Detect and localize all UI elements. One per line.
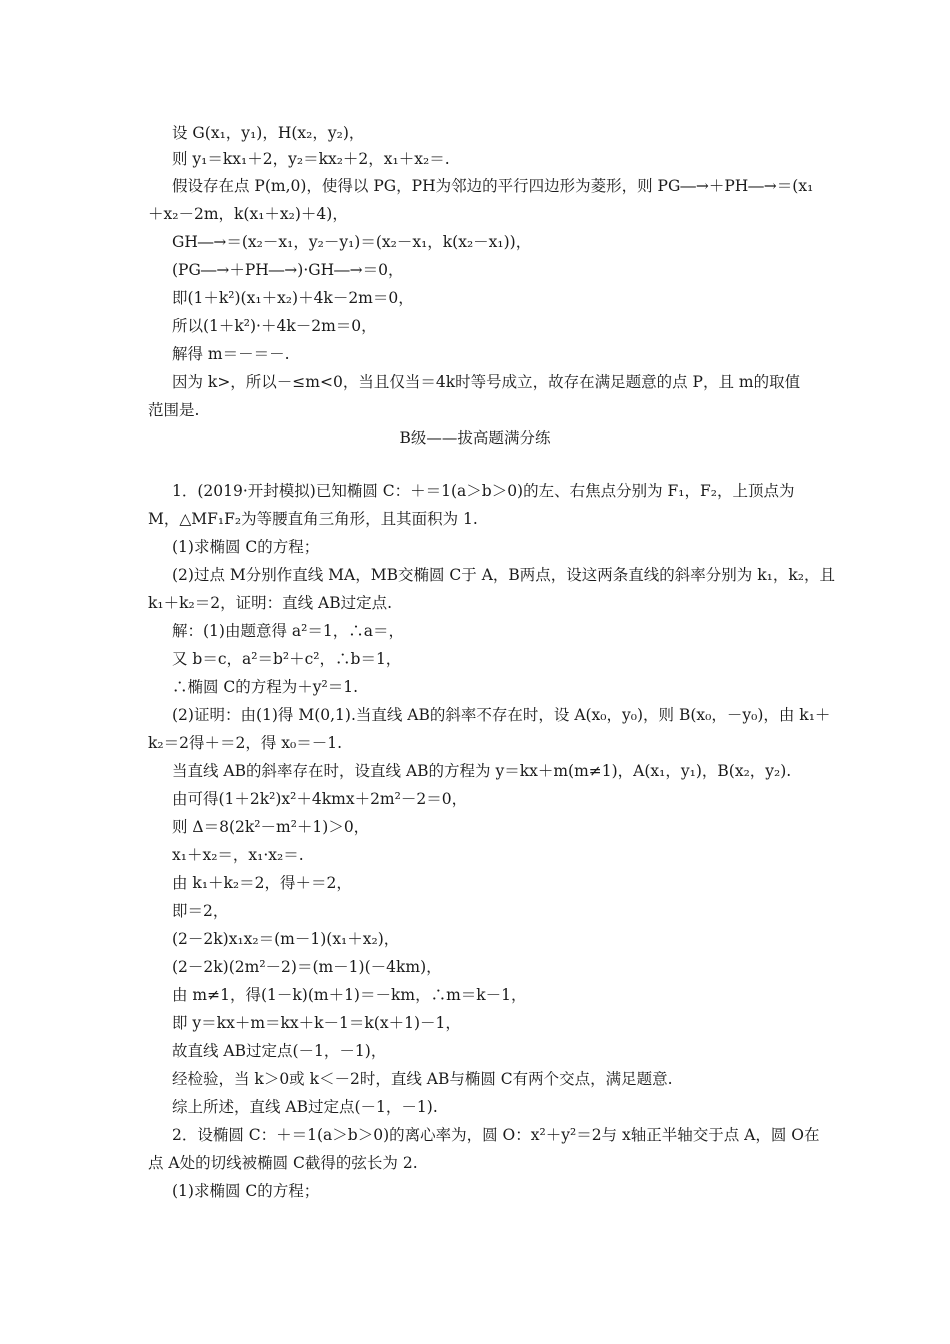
line-text: 由 k₁＋k₂＝2，得＋＝2， xyxy=(172,874,352,892)
text-line xyxy=(172,369,950,395)
line-text: 又 b＝c，a²＝b²＋c²，∴b＝1， xyxy=(172,650,402,668)
line-text: (2)证明：由(1)得 M(0,1).当直线 AB的斜率不存在时，设 A(x₀，y₀)，则 B(x₀，－y₀)，由 k₁＋ xyxy=(172,706,831,724)
text-line xyxy=(172,674,950,700)
text-line xyxy=(172,1010,950,1036)
line-text: GH―→＝(x₂－x₁，y₂－y₁)＝(x₂－x₁，k(x₂－x₁))， xyxy=(172,233,532,251)
line-text: 则 y₁＝kx₁＋2，y₂＝kx₂＋2，x₁＋x₂＝. xyxy=(172,150,450,168)
line-text: 点 A处的切线被椭圆 C截得的弦长为 2. xyxy=(148,1154,418,1172)
line-text: (2－2k)x₁x₂＝(m－1)(x₁＋x₂)， xyxy=(172,930,400,948)
text-line xyxy=(172,478,950,504)
line-text: 综上所述，直线 AB过定点(－1，－1). xyxy=(172,1098,438,1116)
text-line xyxy=(148,201,950,227)
line-text: (1)求椭圆 C的方程； xyxy=(172,538,320,556)
line-text: (2－2k)(2m²－2)＝(m－1)(－4km)， xyxy=(172,958,442,976)
heading-text: B级——拔高题满分练 xyxy=(399,429,551,447)
line-text: 设 G(x₁，y₁)，H(x₂，y₂)， xyxy=(172,124,365,142)
text-line xyxy=(172,1094,950,1120)
text-line xyxy=(172,313,950,339)
text-line xyxy=(172,842,950,868)
line-text: M，△MF₁F₂为等腰直角三角形，且其面积为 1. xyxy=(148,510,478,528)
line-text: 范围是. xyxy=(148,401,200,419)
line-text: 经检验，当 k＞0或 k＜－2时，直线 AB与椭圆 C有两个交点，满足题意. xyxy=(172,1070,673,1088)
section-heading xyxy=(0,425,950,451)
text-line xyxy=(172,1122,950,1148)
text-line xyxy=(172,1178,950,1204)
text-line xyxy=(172,229,950,255)
text-line xyxy=(172,786,950,812)
text-line xyxy=(148,397,950,423)
text-line xyxy=(172,1066,950,1092)
text-line xyxy=(148,590,950,616)
line-text: 当直线 AB的斜率存在时，设直线 AB的方程为 y＝kx＋m(m≠1)，A(x₁，y₁)，B(x₂，y₂). xyxy=(172,762,792,780)
text-line xyxy=(172,926,950,952)
line-text: 则 Δ＝8(2k²－m²＋1)＞0， xyxy=(172,818,370,836)
text-line xyxy=(148,506,950,532)
line-text: (2)过点 M分别作直线 MA，MB交椭圆 C于 A，B两点，设这两条直线的斜率分别为 k₁，k₂，且 xyxy=(172,566,835,584)
line-text: 由可得(1＋2k²)x²＋4kmx＋2m²－2＝0， xyxy=(172,790,468,808)
text-line xyxy=(172,982,950,1008)
line-text: 解得 m＝－＝－. xyxy=(172,345,290,363)
text-line xyxy=(172,257,950,283)
line-text: k₁＋k₂＝2，证明：直线 AB过定点. xyxy=(148,594,393,612)
line-text: x₁＋x₂＝，x₁·x₂＝. xyxy=(172,846,304,864)
text-line xyxy=(172,954,950,980)
line-text: ＋x₂－2m，k(x₁＋x₂)＋4)， xyxy=(148,205,348,223)
text-line xyxy=(172,702,950,728)
line-text: (PG―→＋PH―→)·GH―→＝0， xyxy=(172,261,404,279)
line-text: 所以(1＋k²)·＋4k－2m＝0， xyxy=(172,317,377,335)
line-text: 即(1＋k²)(x₁＋x₂)＋4k－2m＝0， xyxy=(172,289,414,307)
line-text: ∴椭圆 C的方程为＋y²＝1. xyxy=(172,678,359,696)
text-line xyxy=(172,341,950,367)
text-line xyxy=(172,814,950,840)
text-line xyxy=(172,146,950,172)
line-text: 2．设椭圆 C：＋＝1(a＞b＞0)的离心率为，圆 O：x²＋y²＝2与 x轴正半轴交于点 A，圆 O在 xyxy=(172,1126,820,1144)
line-text: 由 m≠1，得(1－k)(m＋1)＝－km，∴m＝k－1， xyxy=(172,986,527,1004)
line-text: 故直线 AB过定点(－1，－1)， xyxy=(172,1042,387,1060)
text-line xyxy=(172,646,950,672)
line-text: k₂＝2得＋＝2，得 x₀＝－1. xyxy=(148,734,343,752)
line-text: 即 y＝kx＋m＝kx＋k－1＝k(x＋1)－1， xyxy=(172,1014,461,1032)
line-text: 1．(2019·开封模拟)已知椭圆 C：＋＝1(a＞b＞0)的左、右焦点分别为 F₁，F₂，上顶点为 xyxy=(172,482,795,500)
text-line xyxy=(172,173,950,199)
text-line xyxy=(172,285,950,311)
line-text: 解：(1)由题意得 a²＝1，∴a＝， xyxy=(172,622,404,640)
text-line xyxy=(172,618,950,644)
text-line xyxy=(172,562,950,588)
text-line xyxy=(148,730,950,756)
text-line xyxy=(172,534,950,560)
line-text: 假设存在点 P(m,0)，使得以 PG，PH为邻边的平行四边形为菱形，则 PG―→＋PH―→＝(x₁ xyxy=(172,177,814,195)
text-line xyxy=(148,1150,950,1176)
line-text: (1)求椭圆 C的方程； xyxy=(172,1182,320,1200)
line-text: 因为 k>，所以－≤m<0，当且仅当＝4k时等号成立，故存在满足题意的点 P，且 m的取值 xyxy=(172,373,801,391)
text-line xyxy=(172,758,950,784)
text-line xyxy=(172,120,950,146)
text-line xyxy=(172,870,950,896)
line-text: 即＝2， xyxy=(172,902,229,920)
text-line xyxy=(172,1038,950,1064)
text-line xyxy=(172,898,950,924)
